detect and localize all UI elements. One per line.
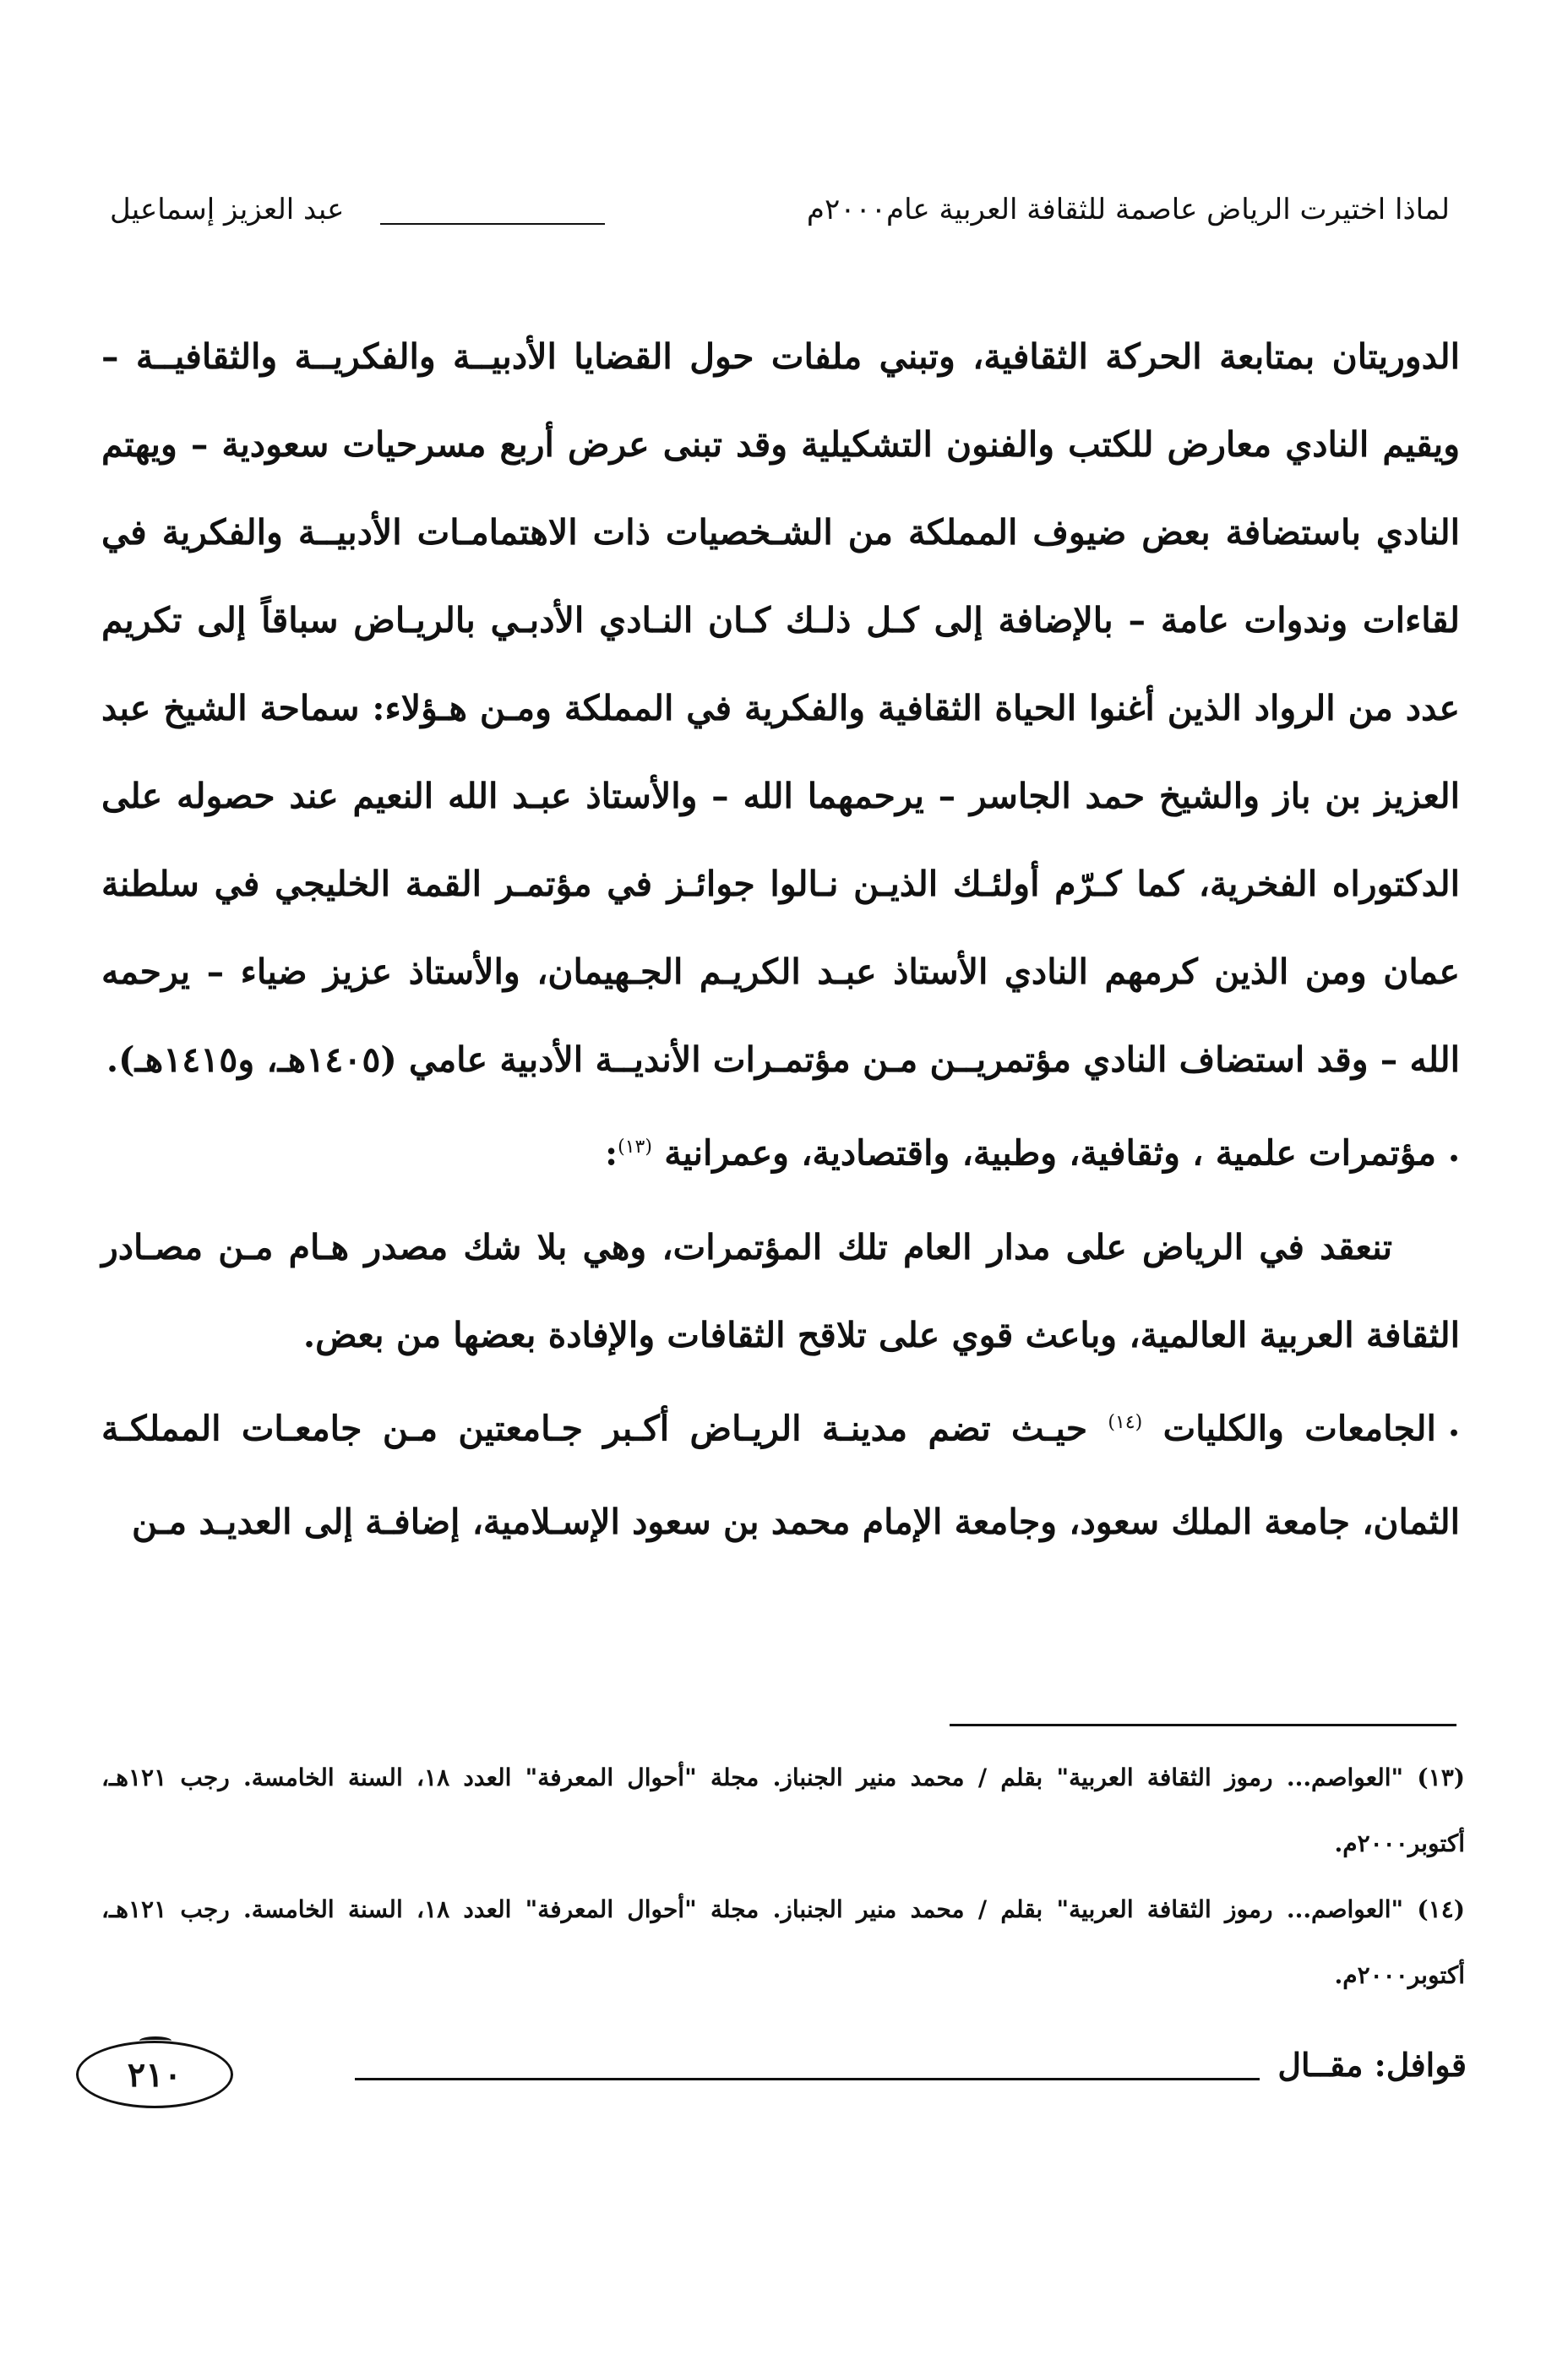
bullet-universities-title: الجامعات والكليات — [1162, 1408, 1436, 1449]
header-rule — [380, 223, 605, 225]
bullet-conferences — [101, 1104, 1460, 1203]
footnote-ref-14[interactable]: (١٤) — [1108, 1411, 1143, 1433]
bullet-conferences-text: مؤتمرات علمية ، وثقافية، وطبية، واقتصادية، وعمرانية — [664, 1132, 1436, 1174]
page-footer — [76, 2041, 1467, 2108]
bullet-conferences-colon: : — [604, 1132, 618, 1174]
footnotes — [101, 1745, 1465, 2009]
article-body — [101, 313, 1460, 1566]
footer-rule — [355, 2078, 1260, 2080]
bullet-marker — [1436, 1133, 1460, 1174]
bullet-universities — [101, 1379, 1460, 1567]
header-author: عبد العزيز إسماعيل — [110, 193, 345, 226]
header-title: لماذا اختيرت الرياض عاصمة للثقافة العربية عام٢٠٠٠م — [806, 193, 1450, 226]
footnote-separator — [950, 1724, 1456, 1726]
footnote-14: (١٤) "العواصم... رموز الثقافة العربية" بقلم / محمد منير الجنباز. مجلة "أحوال المعرفة" العدد ١٨، السنة الخامسة. رجب ١٢١هـ، أكتوبر٢٠٠٠م. — [101, 1895, 1465, 1989]
running-header — [110, 193, 1450, 252]
footnote-ref-13[interactable]: (١٣) — [618, 1137, 652, 1158]
page-number: ٢١٠ — [76, 2041, 233, 2108]
bullet-universities-text: حيـث تضم مدينـة الريـاض أكـبر جـامعتين مـن جامعـات المملكـة الثمان، جامعة الملك سعود، وجامعة الإمام محمد بن سعود الإسـلامية، إضافـة إلى العديـد مـن — [101, 1408, 1460, 1543]
footer-journal-label: قوافل: مقــال — [1277, 2046, 1467, 2084]
paragraph-clubs: الدوريتان بمتابعة الحركة الثقافية، وتبني ملفات حول القضايا الأدبيــة والفكريــة والثقافيــة – ويقيم النادي معارض للكتب والفنون التشكيلية وقد تبنى عرض أربع مسرحيات سعودية – ويهتم النادي باستضافة بعض ضيوف المملكة من الشـخصيات ذات الاهتمامـات الأدبيــة والفكرية في لقاءات وندوات عامة – بالإضافة إلى كـل ذلـك كـان النـادي الأدبـي بالريـاض سباقاً إلى تكريم عدد من الرواد الذين أغنوا الحياة الثقافية والفكرية في المملكة ومـن هـؤلاء: سماحة الشيخ عبد العزيز بن باز والشيخ حمد الجاسر – يرحمهما الله – والأستاذ عبـد الله النعيم عند حصوله على الدكتوراه الفخرية، كما كـرّم أولئـك الذيـن نـالوا جوائـز في مؤتمـر القمة الخليجي في سلطنة عمان ومن الذين كرمهم النادي الأستاذ عبـد الكريـم الجـهيمان، والأستاذ عزيز ضياء – يرحمه الله – وقد استضاف النادي مؤتمريــن مـن مؤتمـرات الأنديــة الأدبية عامي (١٤٠٥هـ، و١٤١٥هـ). — [101, 336, 1460, 1080]
bullet-marker — [1436, 1408, 1460, 1448]
footnote-13: (١٣) "العواصم... رموز الثقافة العربية" بقلم / محمد منير الجنباز. مجلة "أحوال المعرفة" العدد ١٨، السنة الخامسة. رجب ١٢١هـ، أكتوبر٢٠٠٠م. — [101, 1764, 1465, 1857]
paragraph-conferences: تنعقد في الرياض على مدار العام تلك المؤتمرات، وهي بلا شك مصدر هـام مـن مصـادر الثقافة العربية العالمية، وباعث قوي على تلاقح الثقافات والإفادة بعضها من بعض. — [101, 1226, 1460, 1355]
